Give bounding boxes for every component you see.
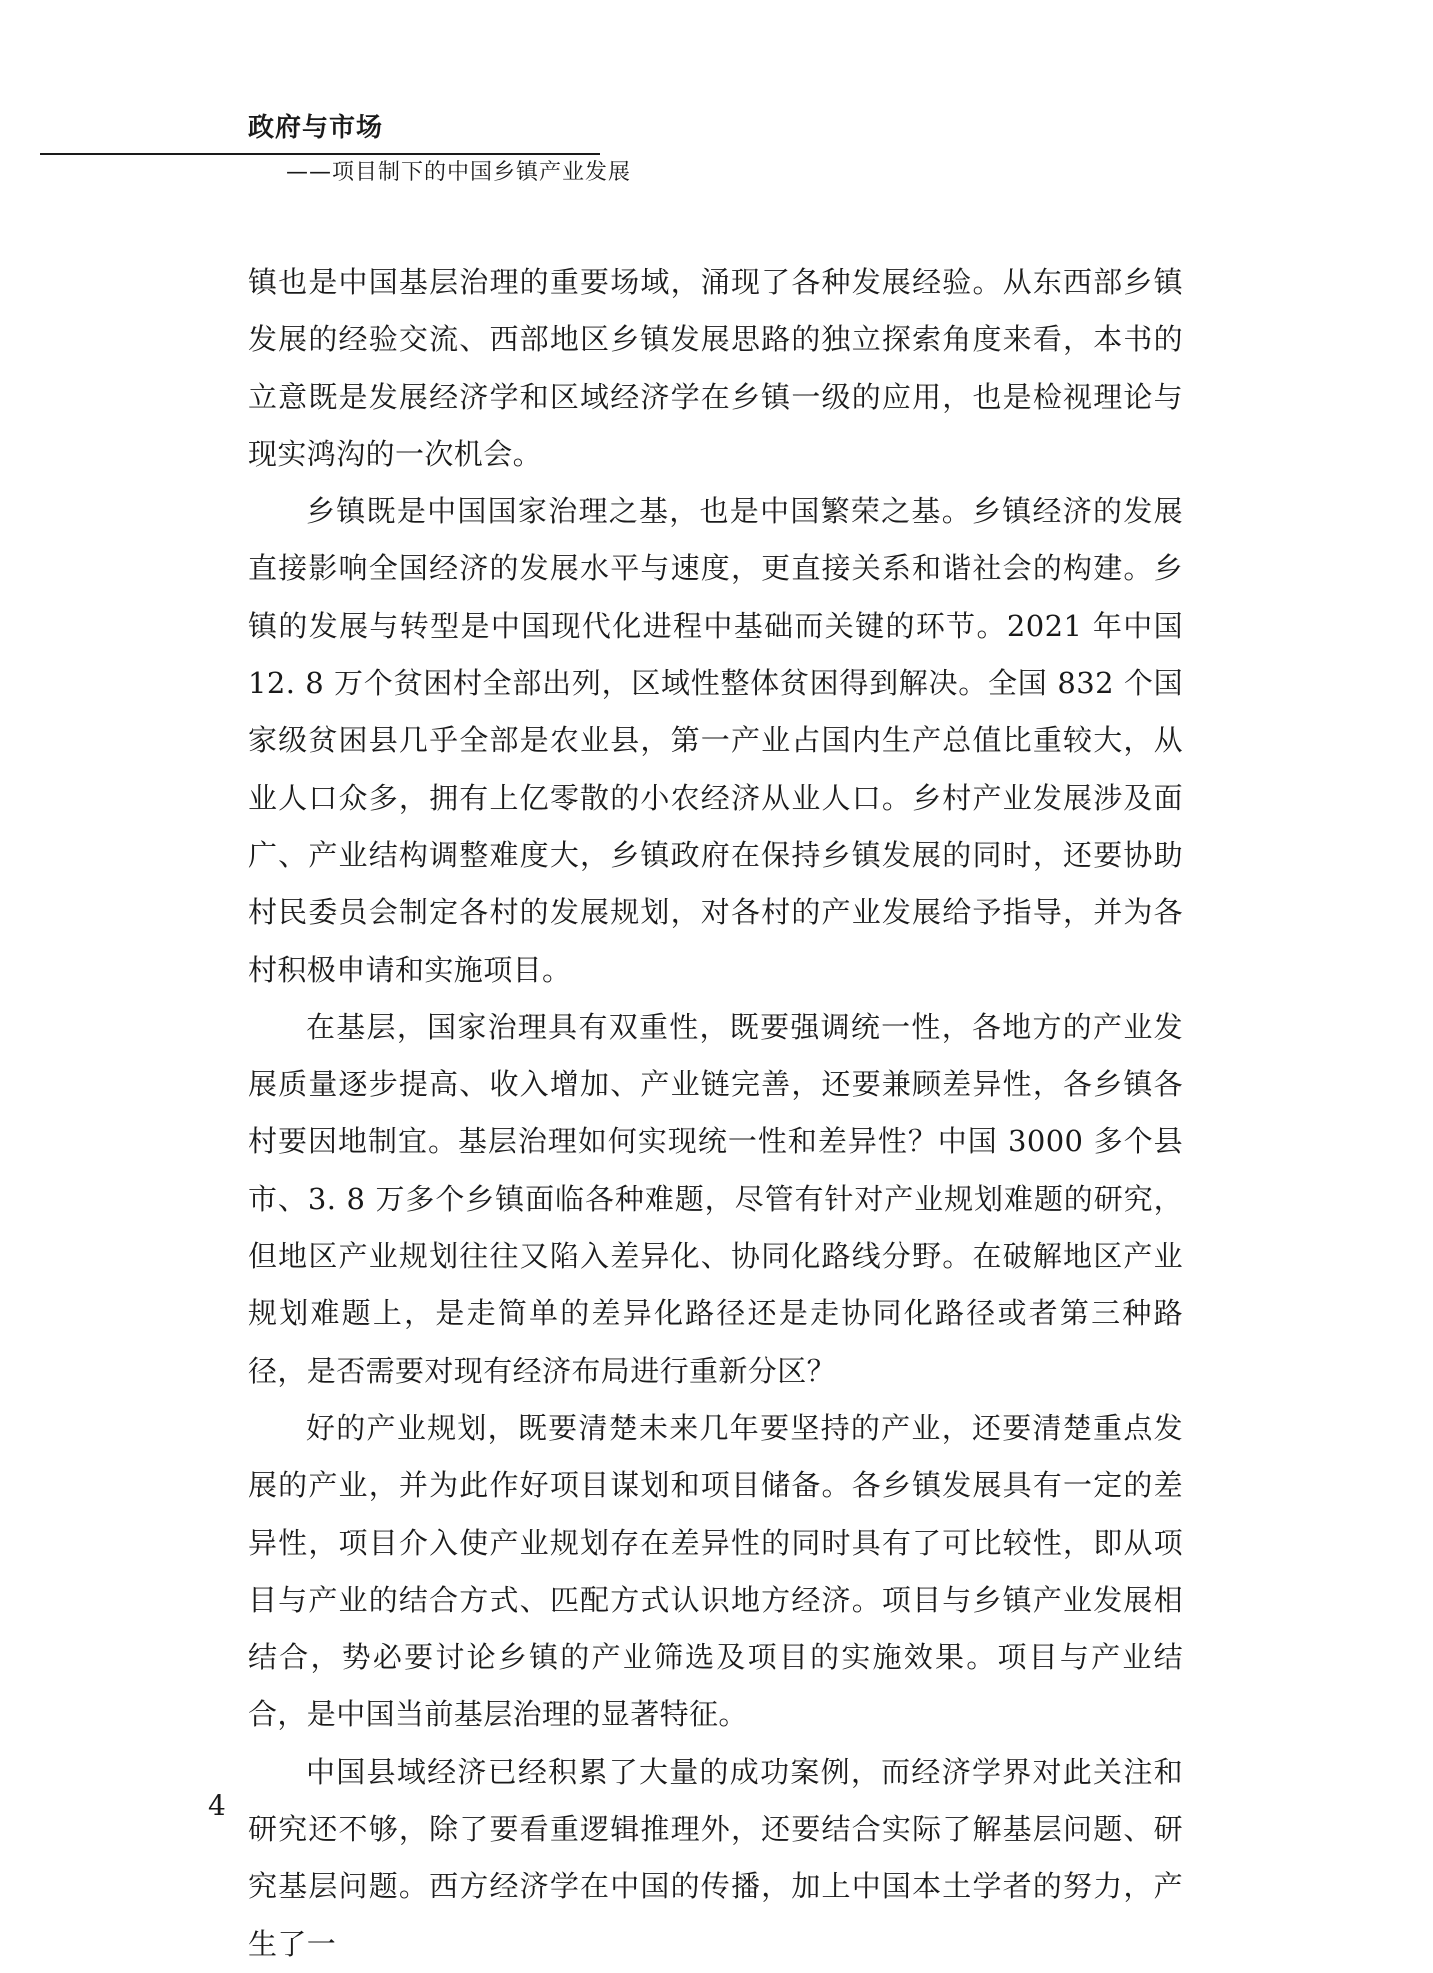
paragraph-2: 乡镇既是中国国家治理之基，也是中国繁荣之基。乡镇经济的发展直接影响全国经济的发展水平与速度，更直接关系和谐社会的构建。乡镇的发展与转型是中国现代化进程中基础而关键的环节。2021 年中国 12. 8 万个贫困村全部出列，区域性整体贫困得到解决。全国 832 个国家级贫困县几乎全部是农业县，第一产业占国内生产总值比重较大，从业人口众多，拥有上亿零散的小农经济从业人口。乡村产业发展涉及面广、产业结构调整难度大，乡镇政府在保持乡镇发展的同时，还要协助村民委员会制定各村的发展规划，对各村的产业发展给予指导，并为各村积极申请和实施项目。: [248, 494, 1183, 987]
page-number: 4: [208, 1789, 226, 1822]
paragraph-1: 镇也是中国基层治理的重要场域，涌现了各种发展经验。从东西部乡镇发展的经验交流、西部地区乡镇发展思路的独立探索角度来看，本书的立意既是发展经济学和区域经济学在乡镇一级的应用，也是检视理论与现实鸿沟的一次机会。: [248, 265, 1183, 471]
paragraph-4: 好的产业规划，既要清楚未来几年要坚持的产业，还要清楚重点发展的产业，并为此作好项目谋划和项目储备。各乡镇发展具有一定的差异性，项目介入使产业规划存在差异性的同时具有了可比较性，即从项目与产业的结合方式、匹配方式认识地方经济。项目与乡镇产业发展相结合，势必要讨论乡镇的产业筛选及项目的实施效果。项目与产业结合，是中国当前基层治理的显著特征。: [248, 1410, 1183, 1732]
paragraph-5: 中国县域经济已经积累了大量的成功案例，而经济学界对此关注和研究还不够，除了要看重逻辑推理外，还要结合实际了解基层问题、研究基层问题。西方经济学在中国的传播，加上中国本土学者的努力，产生了一: [248, 1754, 1183, 1961]
header-rule: [40, 153, 600, 155]
paragraph-3: 在基层，国家治理具有双重性，既要强调统一性，各地方的产业发展质量逐步提高、收入增加、产业链完善，还要兼顾差异性，各乡镇各村要因地制宜。基层治理如何实现统一性和差异性？中国 3000 多个县市、3. 8 万多个乡镇面临各种难题，尽管有针对产业规划难题的研究，但地区产业规划往往又陷入差异化、协同化路线分野。在破解地区产业规划难题上，是走简单的差异化路径还是走协同化路径或者第三种路径，是否需要对现有经济布局进行重新分区？: [248, 1009, 1183, 1388]
book-title: 政府与市场: [248, 113, 384, 143]
book-subtitle: ——项目制下的中国乡镇产业发展: [286, 160, 632, 185]
body-text: [248, 254, 1183, 1973]
